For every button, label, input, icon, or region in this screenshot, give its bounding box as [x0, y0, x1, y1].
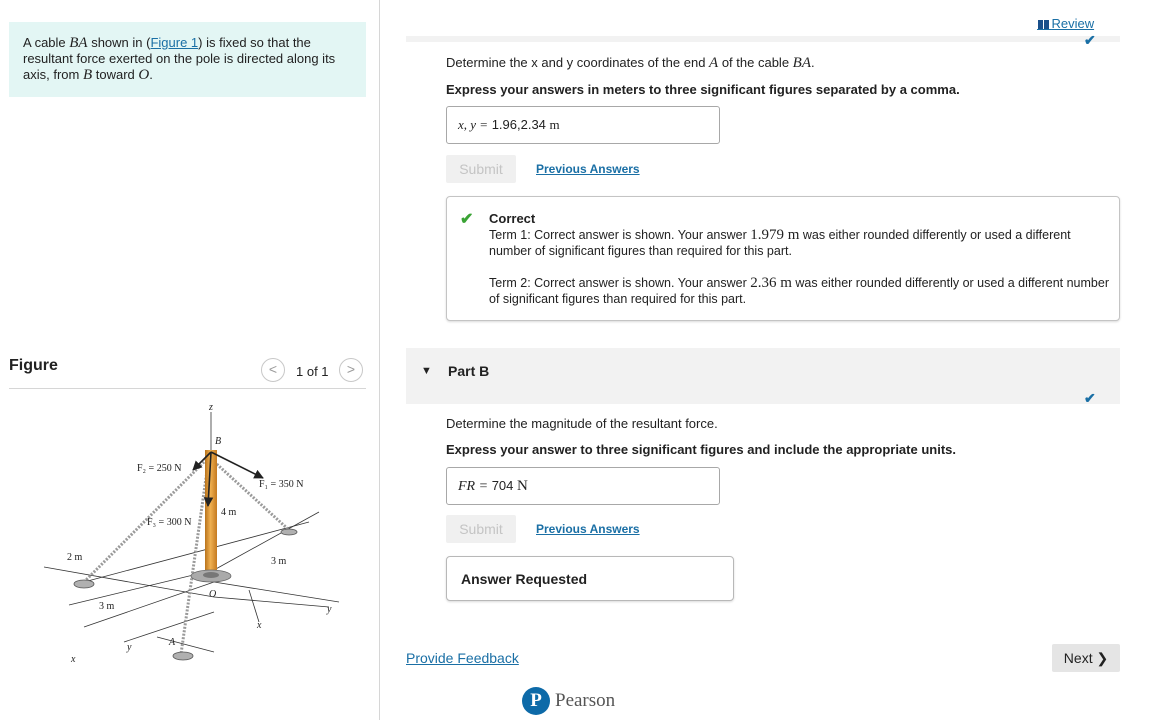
pearson-wordmark: Pearson — [555, 690, 616, 711]
field-unit: m — [549, 117, 560, 132]
question-text: . — [811, 55, 815, 70]
part-a-answer-field[interactable] — [446, 106, 720, 144]
checkmark-icon: ✔ — [1084, 32, 1096, 48]
provide-feedback-link[interactable]: Provide Feedback — [406, 650, 519, 666]
anchors — [74, 529, 297, 660]
label-height: 4 m — [221, 507, 237, 518]
part-b-submit-button[interactable]: Submit — [446, 515, 516, 543]
part-b-answer-field[interactable] — [446, 467, 720, 505]
term-text: was either rounded differently or used a different number of significant figures than required for this part. — [489, 276, 1109, 306]
term-text: Term 1: Correct answer is shown. Your answer — [489, 228, 751, 242]
checkmark-icon: ✔ — [1084, 390, 1096, 406]
problem-text: A cable — [23, 35, 70, 50]
question-text: Determine the x and y coordinates of the end — [446, 55, 710, 70]
math-var-o: O — [138, 67, 150, 83]
math-var-ba: BA — [792, 55, 811, 71]
label-f2: F₂ = 250 N — [137, 463, 182, 474]
field-label: FR = — [458, 479, 489, 494]
part-a-header-bar — [406, 36, 1120, 42]
part-a-instruction: Express your answers in meters to three significant figures separated by a comma. — [446, 82, 960, 97]
term-text: Term 2: Correct answer is shown. Your answer — [489, 276, 751, 290]
question-text: of the cable — [718, 55, 793, 70]
pole — [205, 450, 217, 576]
label-dist-3m-left: 3 m — [99, 601, 115, 612]
pearson-brand — [522, 686, 615, 716]
check-icon: ✔ — [460, 211, 474, 228]
label-dist-3m-right: 3 m — [271, 556, 287, 567]
answer-requested-box: Answer Requested — [446, 556, 734, 601]
feedback-term-2 — [489, 275, 1109, 307]
problem-text: ) is fixed so that the resultant force exerted on the pole is directed along its axis, from — [23, 35, 336, 82]
math-var-ba: BA — [69, 35, 88, 51]
figure-pager-label: 1 of 1 — [296, 364, 329, 379]
problem-text: shown in ( — [87, 35, 151, 50]
label-f1: F₁ = 350 N — [259, 479, 304, 490]
label-y-right: y — [327, 604, 332, 615]
part-b-label: Part B — [448, 363, 490, 379]
problem-text: toward — [92, 67, 139, 82]
label-y-left: y — [127, 642, 132, 653]
label-f3: F₃ = 300 N — [147, 517, 192, 528]
label-a: A — [169, 637, 176, 648]
field-unit: N — [517, 478, 528, 494]
review-label: Review — [1051, 16, 1095, 31]
field-value: 1.96,2.34 — [491, 117, 546, 132]
problem-statement — [9, 22, 366, 97]
previous-figure-button[interactable] — [261, 358, 285, 382]
part-a-question — [446, 55, 815, 72]
term-value: 1.979 m — [750, 227, 800, 243]
label-x-right: x — [257, 620, 262, 631]
part-a-feedback — [446, 196, 1120, 321]
term-value: 2.36 m — [750, 275, 792, 291]
label-dist-2m: 2 m — [67, 552, 83, 563]
next-figure-button[interactable] — [339, 358, 363, 382]
math-var-b: B — [82, 67, 93, 83]
chevron-right-icon: > — [346, 361, 356, 377]
part-b-previous-answers-link[interactable]: Previous Answers — [536, 522, 640, 536]
pole-base-center — [203, 572, 219, 578]
part-a-previous-answers-link[interactable]: Previous Answers — [536, 162, 640, 176]
part-a-submit-button[interactable]: Submit — [446, 155, 516, 183]
right-panel — [381, 0, 1160, 720]
part-b-instruction: Express your answer to three significant figures and include the appropriate units. — [446, 442, 956, 457]
feedback-title: Correct — [489, 211, 536, 226]
left-panel — [0, 0, 380, 720]
chevron-left-icon: < — [268, 361, 278, 377]
math-var-a: A — [709, 55, 719, 71]
problem-text: . — [149, 67, 153, 82]
term-text: was either rounded differently or used a different number of significant figures than required for this part. — [489, 228, 1071, 258]
label-z: z — [209, 402, 213, 413]
field-label: x, y = — [458, 117, 489, 132]
caret-down-icon: ▼ — [421, 365, 432, 377]
feedback-term-1 — [489, 227, 1109, 259]
part-b-question: Determine the magnitude of the resultant force. — [446, 416, 718, 431]
figure-divider — [9, 388, 366, 389]
label-x-left: x — [71, 654, 76, 665]
next-button[interactable]: Next ❯ — [1052, 644, 1120, 672]
label-b: B — [215, 436, 222, 447]
figure-title: Figure — [9, 357, 58, 374]
field-value: 704 — [491, 478, 514, 493]
part-b-header[interactable] — [406, 348, 1120, 404]
pole-cable-figure — [9, 392, 349, 677]
pearson-logo-icon: P — [522, 687, 550, 715]
review-link[interactable] — [1037, 16, 1094, 31]
label-o: O — [209, 589, 217, 600]
figure-link[interactable]: Figure 1 — [150, 35, 199, 50]
